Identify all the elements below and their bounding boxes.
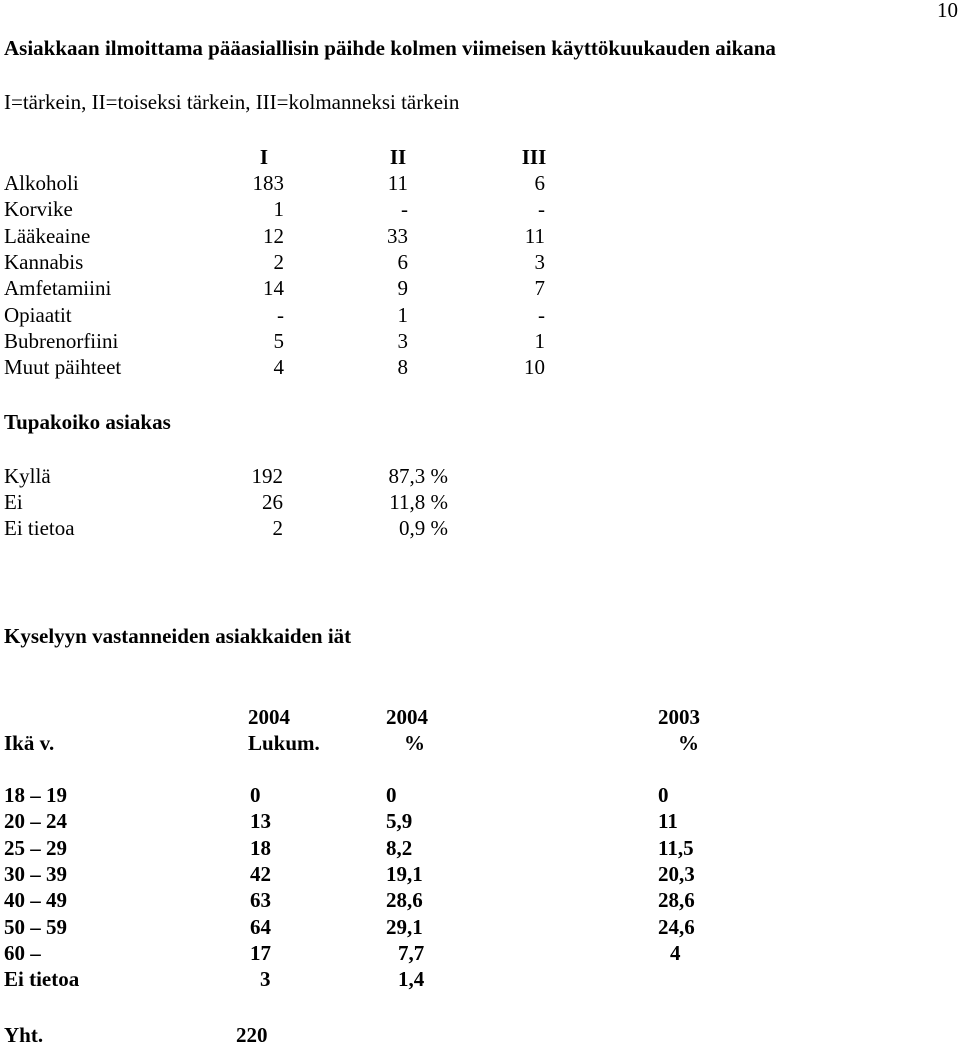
value-ii: - xyxy=(401,197,408,222)
age-pct-2004: 29,1 xyxy=(386,914,423,939)
value-iii: 7 xyxy=(534,276,545,301)
value-iii: 3 xyxy=(534,249,545,274)
age-group-label: 50 – 59 xyxy=(4,914,67,939)
age-count: 64 xyxy=(250,914,271,939)
age-pct-2003: 28,6 xyxy=(658,888,695,913)
page-number: 10 xyxy=(937,0,958,22)
value-i: 183 xyxy=(252,171,284,195)
value-i: 4 xyxy=(273,355,284,380)
section2-title: Tupakoiko asiakas xyxy=(4,410,171,434)
col-header-i: I xyxy=(259,145,269,169)
value-i: 14 xyxy=(263,276,284,301)
substance-label: Opiaatit xyxy=(4,302,72,327)
age-pct-2004: 0 xyxy=(386,783,397,807)
age-pct-2004: 7,7 xyxy=(398,940,425,965)
substance-label: Lääkeaine xyxy=(4,223,91,248)
age-pct-2003: 20,3 xyxy=(658,861,695,886)
age-pct-2003: 4 xyxy=(670,940,681,965)
year-header-pct-2003: 2003 xyxy=(658,705,700,729)
value-iii: 10 xyxy=(524,355,545,380)
value-i: 5 xyxy=(273,328,284,353)
age-pct-2004: 1,4 xyxy=(398,967,425,992)
age-pct-2004: 5,9 xyxy=(386,809,413,834)
value-iii: - xyxy=(538,302,545,327)
value-i: 1 xyxy=(273,197,284,222)
age-group-label: 18 – 19 xyxy=(4,783,67,807)
substance-label: Korvike xyxy=(4,197,73,222)
pct-2004-column-header: % xyxy=(404,731,425,755)
section1-title: Asiakkaan ilmoittama pääasiallisin päihde kolmen viimeisen käyttökuukauden aikana xyxy=(4,36,776,60)
age-group-label: 20 – 24 xyxy=(4,809,67,834)
total-label: Yht. xyxy=(4,1023,44,1047)
count-column-header: Lukum. xyxy=(248,731,320,755)
substance-label: Kannabis xyxy=(4,249,84,274)
year-header-pct-2004: 2004 xyxy=(386,705,428,729)
value-iii: 6 xyxy=(534,171,545,195)
age-count: 63 xyxy=(250,888,271,913)
value-iii: 1 xyxy=(534,328,545,353)
age-pct-2003: 11 xyxy=(658,809,678,834)
pct-2003-column-header: % xyxy=(678,731,699,755)
section1-legend: I=tärkein, II=toiseksi tärkein, III=kolmanneksi tärkein xyxy=(4,90,460,114)
smoking-count: 2 xyxy=(272,516,283,540)
age-pct-2003: 11,5 xyxy=(658,835,694,860)
value-ii: 8 xyxy=(397,355,408,380)
age-count: 3 xyxy=(260,967,271,992)
col-header-ii: II xyxy=(389,145,407,169)
value-iii: 11 xyxy=(524,223,545,248)
value-ii: 11 xyxy=(387,171,408,195)
value-ii: 6 xyxy=(397,249,408,274)
smoking-percent: 11,8 % xyxy=(389,490,448,514)
value-ii: 33 xyxy=(387,223,408,248)
age-pct-2004: 28,6 xyxy=(386,888,423,913)
smoking-percent: 0,9 % xyxy=(399,516,448,540)
age-group-label: 25 – 29 xyxy=(4,835,67,860)
smoking-count: 26 xyxy=(262,490,283,514)
substance-label: Bubrenorfiini xyxy=(4,328,119,353)
value-ii: 3 xyxy=(397,328,408,353)
age-count: 18 xyxy=(250,835,271,860)
age-count: 17 xyxy=(250,940,271,965)
age-pct-2003: 24,6 xyxy=(658,914,695,939)
smoking-label: Ei tietoa xyxy=(4,516,75,540)
value-i: - xyxy=(277,302,284,327)
age-count: 0 xyxy=(250,783,261,807)
value-i: 12 xyxy=(263,223,284,248)
col-header-iii: III xyxy=(521,145,547,169)
smoking-label: Ei xyxy=(4,490,23,514)
value-ii: 9 xyxy=(397,276,408,301)
value-iii: - xyxy=(538,197,545,222)
smoking-percent: 87,3 % xyxy=(388,464,448,488)
total-value: 220 xyxy=(236,1023,268,1047)
value-i: 2 xyxy=(273,249,284,274)
age-group-label: 30 – 39 xyxy=(4,861,67,886)
age-pct-2004: 8,2 xyxy=(386,835,413,860)
substance-label: Muut päihteet xyxy=(4,355,122,380)
age-pct-2004: 19,1 xyxy=(386,861,423,886)
age-column-header: Ikä v. xyxy=(4,731,55,755)
age-count: 13 xyxy=(250,809,271,834)
age-pct-2003: 0 xyxy=(658,783,669,807)
age-group-label: Ei tietoa xyxy=(4,967,80,992)
age-group-label: 60 – xyxy=(4,940,41,965)
smoking-count: 192 xyxy=(251,464,283,488)
age-group-label: 40 – 49 xyxy=(4,888,67,913)
smoking-label: Kyllä xyxy=(4,464,51,488)
section3-title: Kyselyyn vastanneiden asiakkaiden iät xyxy=(4,624,352,648)
substance-label: Amfetamiini xyxy=(4,276,112,301)
age-count: 42 xyxy=(250,861,271,886)
substance-label: Alkoholi xyxy=(4,171,79,195)
value-ii: 1 xyxy=(397,302,408,327)
year-header-count: 2004 xyxy=(248,705,290,729)
